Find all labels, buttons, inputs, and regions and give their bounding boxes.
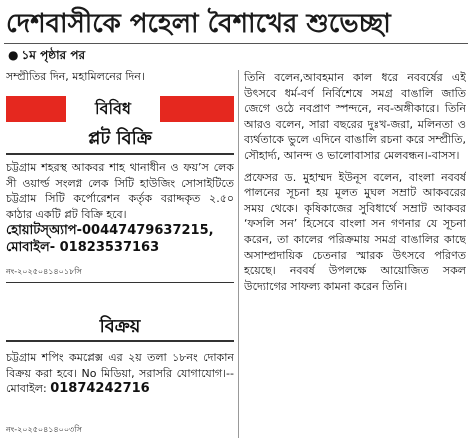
continued-label: ১ম পৃষ্ঠার পর xyxy=(21,48,86,62)
column-divider xyxy=(238,70,239,438)
section-band xyxy=(6,96,234,122)
plot-ad-title: প্লট বিক্রি xyxy=(88,128,152,149)
plot-ad-whatsapp: হোয়াটস্‌অ্যাপ-00447479637215, xyxy=(6,223,214,238)
plot-ad-number: নং-২০২৫০৪১৪০১৮সি xyxy=(6,267,82,276)
headline-rule xyxy=(4,43,468,44)
right-column xyxy=(244,70,466,438)
article-paragraph: তিনি বলেন,আবহমান কাল ধরে নববর্ষের এই উৎসবে ধর্ম-বর্ণ নির্বিশেষে সমগ্র বাঙালি জাতি জেগে ওঠে নবপ্রাণ স্পন্দনে, নব-অঙ্গীকারে। তিনি আরও বলেন, সারা বছরের দুঃখ-জরা, মলিনতা ও ব্যর্থতাকে ভুলে এদিনে বাঙালি রচনা করে সম্প্রীতি, সৌহার্দ্য, আনন্দ ও ভালোবাসার মেলবন্ধন।-বাসস। xyxy=(244,71,466,162)
article-paragraph: প্রফেসর ড. মুহাম্মদ ইউনূস বলেন, বাংলা নববর্ষ পালনের সূচনা হয় মূলত মুঘল সম্রাট আকবরের সময় থেকে। কৃষিকাজের সুবিধার্থে সম্রাট আকবর ‘ফসলি সন’ হিসেবে বাংলা সন গণনার যে সূচনা করেন, তা কালের পরিক্রমায় সমগ্র বাঙালির কাছে অসাম্প্রদায়িক চেতনার স্মারক উৎসবে পরিণত হয়েছে। নববর্ষ উপলক্ষে আয়োজিত সকল উদ্যোগের সাফল্য কামনা করেন তিনি। xyxy=(244,170,466,293)
continued-from-page xyxy=(8,48,85,62)
left-column xyxy=(6,70,234,438)
plot-ad-mobile: মোবাইল- 01823537163 xyxy=(6,240,160,255)
plot-title-rule xyxy=(6,153,234,155)
headline: দেশবাসীকে পহেলা বৈশাখের শুভেচ্ছা xyxy=(6,9,391,39)
article-lead-text: সম্প্রীতির দিন, মহামিলনের দিন। xyxy=(6,70,145,83)
shop-ad-mobile: 01874242716 xyxy=(50,381,150,396)
shop-ad-body xyxy=(6,350,234,397)
shop-title-rule xyxy=(6,340,234,342)
shop-ad-text: চট্টগ্রাম শপিং কমপ্লেক্স এর ২য় তলা ১৮নং দোকান বিক্রয় করা হবে। No মিডিয়া, সরাসরি যোগাযোগ।-- মোবাইল: xyxy=(6,351,234,395)
shop-ad-number: নং-২০২৫০৪১৪০০৩সি xyxy=(6,425,82,434)
plot-ad-body xyxy=(6,160,234,256)
plot-ad-text: চট্টগ্রাম শহরস্থ আকবর শাহ থানাধীন ও ফয়’স লেক সী ওয়ার্ল্ড সংলগ্ন লেক সিটি হাউজিং সোসাইটিতে চট্টগ্রাম সিটি কর্পোরেশন কর্তৃক বরাদ্দকৃত ২.৫০ কাঠার একটি প্লট বিক্রি হবে। xyxy=(6,161,234,221)
ad-separator xyxy=(6,282,234,283)
shop-ad-title: বিক্রয় xyxy=(99,316,141,337)
bullet-icon: ● xyxy=(8,48,19,62)
section-label: বিবিধ xyxy=(66,96,160,122)
